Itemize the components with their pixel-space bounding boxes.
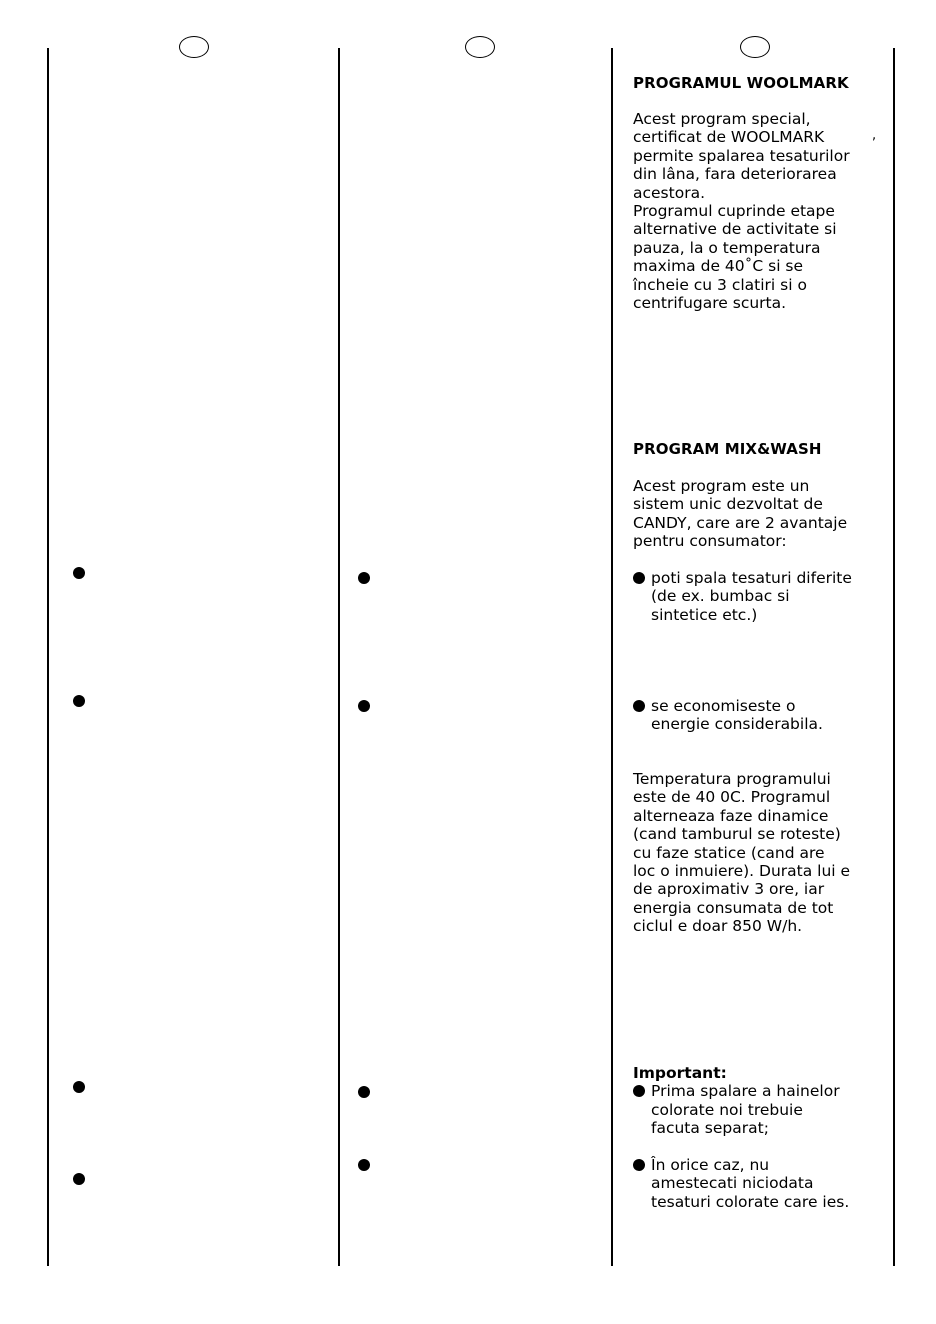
text-line: Temperatura programului xyxy=(633,770,831,788)
important-bullet-2 xyxy=(633,1156,883,1211)
text-line: Acest program special, xyxy=(633,110,811,128)
column-divider-4 xyxy=(893,48,895,1266)
text-line: se economiseste o xyxy=(651,697,796,715)
text-line: este de 40 0C. Programul xyxy=(633,788,831,807)
text-line: acestora. xyxy=(633,183,705,202)
bullet-dot-col2-2 xyxy=(358,700,370,712)
woolmark-paragraph xyxy=(633,110,883,312)
bullet-dot-col1-2 xyxy=(73,695,85,707)
text-line: facuta separat; xyxy=(651,1119,769,1138)
important-heading: Important: xyxy=(633,1064,727,1082)
important-section xyxy=(633,1064,883,1138)
bullet-dot-col2-4 xyxy=(358,1159,370,1171)
language-oval-col1 xyxy=(179,36,209,58)
bullet-dot-col1-1 xyxy=(73,567,85,579)
bullet-dot-col1-3 xyxy=(73,1081,85,1093)
bullet-dot-icon xyxy=(633,572,645,584)
text-line: colorate noi trebuie xyxy=(651,1100,803,1119)
text-line: energia consumata de tot xyxy=(633,898,834,917)
text-line: alternative de activitate si xyxy=(633,220,837,239)
text-line: maxima de 40˚C si se xyxy=(633,257,804,276)
mixwash-intro xyxy=(633,477,883,551)
bullet-dot-icon xyxy=(633,700,645,712)
text-line: energie considerabila. xyxy=(651,715,823,734)
text-line: (cand tamburul se roteste) xyxy=(633,825,841,844)
bullet-dot-col1-4 xyxy=(73,1173,85,1185)
column-divider-3 xyxy=(611,48,613,1266)
woolmark-comma-mark: , xyxy=(872,128,877,143)
text-line: certificat de WOOLMARK xyxy=(633,128,825,147)
text-line: centrifugare scurta. xyxy=(633,294,787,313)
language-oval-col2 xyxy=(465,36,495,58)
text-line: de aproximativ 3 ore, iar xyxy=(633,880,825,899)
text-line: alterneaza faze dinamice xyxy=(633,806,829,825)
text-line: Acest program este un xyxy=(633,477,810,495)
mixwash-bullet-2 xyxy=(633,697,883,734)
mixwash-heading: PROGRAM MIX&WASH xyxy=(633,440,822,458)
column-divider-2 xyxy=(338,48,340,1266)
text-line: loc o inmuiere). Durata lui e xyxy=(633,862,851,881)
bullet-dot-icon xyxy=(633,1085,645,1097)
column-divider-1 xyxy=(47,48,49,1266)
woolmark-heading: PROGRAMUL WOOLMARK xyxy=(633,74,849,92)
text-line: tesaturi colorate care ies. xyxy=(651,1192,850,1211)
text-line: Programul cuprinde etape xyxy=(633,202,835,221)
mixwash-bullet-1 xyxy=(633,569,883,624)
mixwash-details xyxy=(633,770,883,936)
bullet-dot-col2-1 xyxy=(358,572,370,584)
text-line: poti spala tesaturi diferite xyxy=(651,569,852,587)
text-line: cu faze statice (cand are xyxy=(633,843,825,862)
text-line: încheie cu 3 clatiri si o xyxy=(633,275,807,294)
text-line: (de ex. bumbac si xyxy=(651,587,790,606)
text-line: permite spalarea tesaturilor xyxy=(633,146,850,165)
bullet-dot-col2-3 xyxy=(358,1086,370,1098)
text-line: amestecati niciodata xyxy=(651,1174,814,1193)
bullet-dot-icon xyxy=(633,1159,645,1171)
text-line: sintetice etc.) xyxy=(651,605,758,624)
text-line: ciclul e doar 850 W/h. xyxy=(633,917,803,936)
language-oval-col3 xyxy=(740,36,770,58)
text-line: din lâna, fara deteriorarea xyxy=(633,165,837,184)
text-line: sistem unic dezvoltat de xyxy=(633,495,823,514)
text-line: CANDY, care are 2 avantaje xyxy=(633,513,848,532)
text-line: pentru consumator: xyxy=(633,532,787,551)
text-line: În orice caz, nu xyxy=(651,1156,770,1174)
text-line: Prima spalare a hainelor xyxy=(651,1082,840,1101)
text-line: pauza, la o temperatura xyxy=(633,238,821,257)
